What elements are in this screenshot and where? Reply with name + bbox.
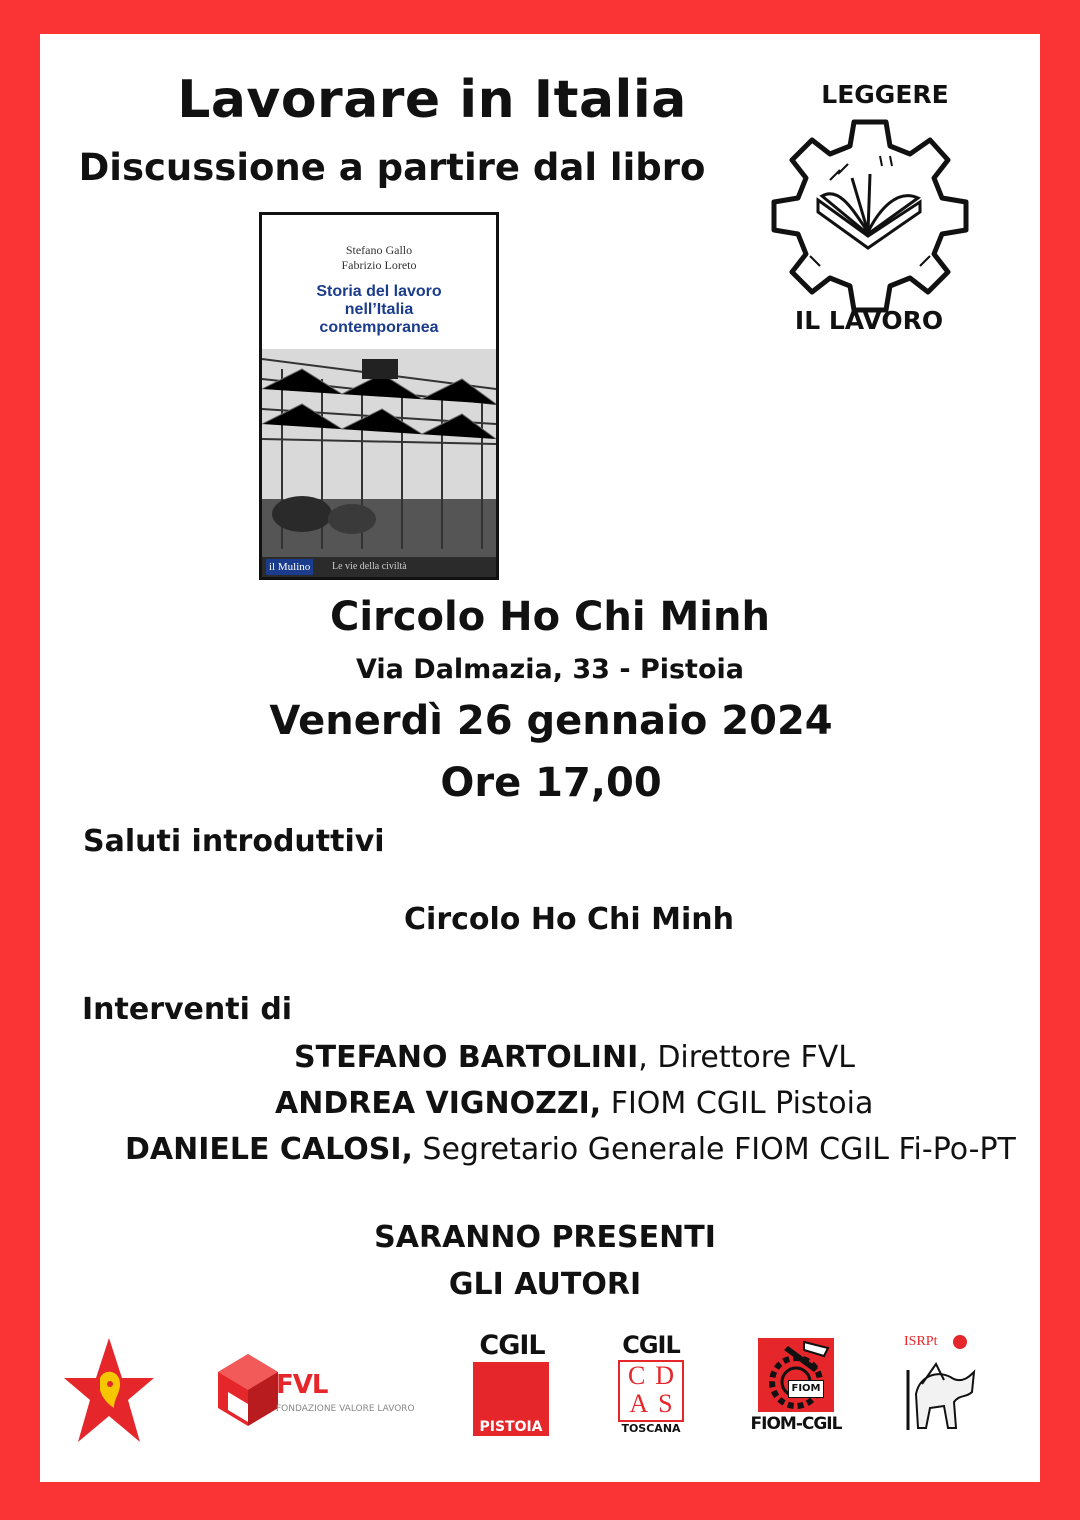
isrpt-logo [900,1334,976,1434]
event-venue: Circolo Ho Chi Minh [330,594,770,640]
greetings-label: Saluti introduttivi [83,824,385,859]
speakers-label: Interventi di [82,992,293,1027]
cdas-letter: S [658,1389,673,1418]
closing-note [40,1214,1050,1308]
isrpt-text: ISRPt [904,1334,938,1349]
fvl-cube-icon [216,1352,280,1432]
closing-line: SARANNO PRESENTI [374,1220,716,1255]
greetings-by: Circolo Ho Chi Minh [404,902,734,937]
book-authors [262,243,496,273]
event-time: Ore 17,00 [440,760,662,806]
closing-line: GLI AUTORI [448,1267,642,1302]
poster-subtitle: Discussione a partire dal libro [78,146,706,189]
fvl-short: FVL [276,1370,328,1400]
cdas-bottom: TOSCANA [621,1422,681,1435]
speaker-name: STEFANO BARTOLINI [294,1040,639,1075]
speaker-name: DANIELE CALOSI, [125,1132,413,1167]
speaker-line [275,1086,873,1121]
cdas-letter: A [629,1389,649,1418]
cdas-letter: C [627,1361,646,1390]
speaker-line [294,1040,855,1075]
fiom-cgil-logo [750,1338,842,1438]
event-address: Via Dalmazia, 33 - Pistoia [355,654,744,685]
cgil-pistoia-top: CGIL [479,1330,545,1361]
factory-photo [262,349,496,563]
book-cover [259,212,499,580]
book-author: Stefano Gallo [345,243,413,257]
book-series: Le vie della civiltà [332,561,407,572]
speaker-line [125,1132,1016,1167]
fiom-bottom: FIOM-CGIL [750,1414,842,1434]
cdas-top: CGIL [622,1331,680,1359]
book-title [262,283,496,337]
speaker-role: , Direttore FVL [638,1040,855,1075]
cdas-letter: D [655,1361,675,1390]
book-footer-strip [262,557,496,577]
cgil-pistoia-logo [471,1332,553,1438]
cdas-letter-box [618,1360,684,1422]
book-title-line: Storia del lavoro [316,283,442,300]
series-logo-top-text: LEGGERE [821,80,949,109]
speaker-role: Segretario Generale FIOM CGIL Fi-Po-PT [412,1132,1016,1167]
gear-book-icon [770,116,970,316]
fvl-logo [216,1352,426,1432]
speaker-role: FIOM CGIL Pistoia [601,1086,874,1121]
event-date: Venerdì 26 gennaio 2024 [269,698,833,744]
book-title-line: contemporanea [319,319,439,336]
cgil-red-block [473,1362,549,1420]
cgil-cdas-logo [614,1332,688,1436]
circolo-star-logo [64,1338,154,1442]
book-publisher: il Mulino [266,559,313,575]
poster-title: Lavorare in Italia [177,70,687,130]
series-logo-bottom-text: IL LAVORO [794,306,944,335]
book-title-line: nell’Italia [344,301,414,318]
speaker-name: ANDREA VIGNOZZI, [275,1086,602,1121]
fiom-badge: FIOM [788,1380,824,1398]
cgil-pistoia-bottom: PISTOIA [473,1418,549,1436]
fiom-gear-icon [758,1338,834,1412]
event-poster [40,34,1040,1482]
book-author: Fabrizio Loreto [341,258,417,272]
fvl-full: FONDAZIONE VALORE LAVORO [276,1404,415,1414]
